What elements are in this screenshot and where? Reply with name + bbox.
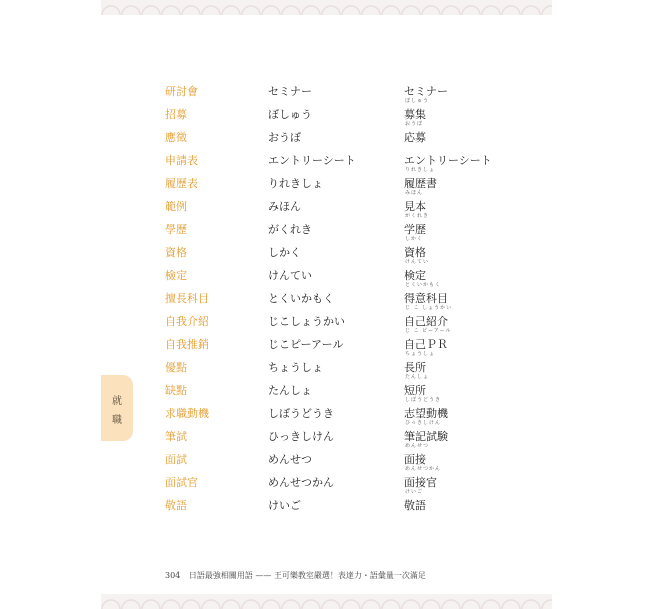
- kana-reading: がくれき: [268, 223, 312, 236]
- kana-reading: エントリーシート: [268, 154, 356, 167]
- kana-reading: みほん: [268, 200, 301, 213]
- vocab-row: [101, 282, 552, 308]
- japanese-term: 面接官: [404, 476, 437, 489]
- chinese-term: 面試: [165, 453, 187, 466]
- japanese-term: 面接: [404, 453, 426, 466]
- kana-reading: ぼしゅう: [268, 108, 312, 121]
- japanese-term: 自己ＰＲ: [404, 338, 448, 351]
- japanese-term: 履歴書: [404, 177, 437, 190]
- furigana: けいご: [405, 489, 424, 495]
- chinese-term: 缺點: [165, 384, 187, 397]
- japanese-term: 短所: [404, 384, 426, 397]
- kana-reading: しぼうどうき: [268, 407, 334, 420]
- vocab-row: [101, 78, 552, 101]
- kana-reading: しかく: [268, 246, 301, 259]
- chinese-term: 筆試: [165, 430, 187, 443]
- vocab-row: [101, 397, 552, 423]
- japanese-term: 敬語: [404, 499, 426, 512]
- chinese-term: 敬語: [165, 499, 187, 512]
- vocabulary-list: [101, 0, 552, 560]
- vocab-row: [101, 190, 552, 216]
- japanese-term: 筆記試験: [404, 430, 448, 443]
- furigana: がくれき: [405, 213, 430, 219]
- japanese-term: 自己紹介: [404, 315, 448, 328]
- kana-reading: けんてい: [268, 269, 312, 282]
- vocab-row: [101, 305, 552, 331]
- japanese-term: エントリーシート: [404, 154, 492, 167]
- chinese-term: 範例: [165, 200, 187, 213]
- chinese-term: 研討會: [165, 85, 198, 98]
- side-tab-char: 就: [112, 396, 122, 407]
- book-title: 日語最強相關用語 —— 王可樂教室嚴選！表達力・語彙量一次滿足: [188, 571, 426, 580]
- furigana: ぼしゅう: [405, 98, 430, 104]
- kana-reading: じこピーアール: [268, 338, 344, 351]
- page-footer: [165, 570, 426, 581]
- japanese-term: 志望動機: [404, 407, 448, 420]
- vocab-row: [101, 213, 552, 239]
- chinese-term: 求職動機: [165, 407, 209, 420]
- kana-reading: とくいかもく: [268, 292, 334, 305]
- kana-reading: ひっきしけん: [268, 430, 334, 443]
- furigana: めんせつ: [405, 443, 430, 449]
- furigana: ひっきしけん: [405, 420, 442, 426]
- japanese-term: 応募: [404, 131, 426, 144]
- chinese-term: 檢定: [165, 269, 187, 282]
- bottom-decorative-band: [101, 594, 552, 609]
- book-page: [101, 0, 552, 609]
- japanese-term: 長所: [404, 361, 426, 374]
- vocab-row: [101, 121, 552, 147]
- japanese-term: 学歴: [404, 223, 426, 236]
- vocab-row: [101, 259, 552, 285]
- chinese-term: 面試官: [165, 476, 198, 489]
- vocab-row: [101, 420, 552, 446]
- chinese-term: 自我介紹: [165, 315, 209, 328]
- chinese-term: 招募: [165, 108, 187, 121]
- japanese-term: 検定: [404, 269, 426, 282]
- vocab-row: [101, 98, 552, 124]
- furigana: たんしょ: [405, 374, 430, 380]
- chinese-term: 優點: [165, 361, 187, 374]
- chinese-term: 學歷: [165, 223, 187, 236]
- furigana: おうぼ: [405, 121, 424, 127]
- furigana: めんせつかん: [405, 466, 442, 472]
- furigana: ちょうしょ: [405, 351, 436, 357]
- vocab-row: [101, 167, 552, 193]
- japanese-term: セミナー: [404, 85, 448, 98]
- japanese-term: 見本: [404, 200, 426, 213]
- chinese-term: 應徵: [165, 131, 187, 144]
- furigana: けんてい: [405, 259, 430, 265]
- furigana: しぼうどうき: [405, 397, 442, 403]
- japanese-term: 得意科目: [404, 292, 448, 305]
- chinese-term: 擅長科目: [165, 292, 209, 305]
- kana-reading: ちょうしょ: [268, 361, 323, 374]
- vocab-row: [101, 489, 552, 515]
- furigana: しかく: [405, 236, 424, 242]
- vocab-row: [101, 328, 552, 354]
- kana-reading: りれきしょ: [268, 177, 323, 190]
- chinese-term: 履歷表: [165, 177, 198, 190]
- japanese-term: 資格: [404, 246, 426, 259]
- vocab-row: [101, 147, 552, 170]
- kana-reading: たんしょ: [268, 384, 312, 397]
- chinese-term: 自我推銷: [165, 338, 209, 351]
- furigana: りれきしょ: [405, 167, 436, 173]
- vocab-row: [101, 351, 552, 377]
- kana-reading: めんせつかん: [268, 476, 334, 489]
- furigana: じ こ しょうかい: [405, 305, 453, 311]
- furigana: みほん: [405, 190, 424, 196]
- kana-reading: めんせつ: [268, 453, 312, 466]
- japanese-term: 募集: [404, 108, 426, 121]
- vocab-row: [101, 443, 552, 469]
- page-number: 304: [165, 571, 181, 580]
- kana-reading: じこしょうかい: [268, 315, 345, 328]
- vocab-row: [101, 236, 552, 262]
- chinese-term: 資格: [165, 246, 187, 259]
- furigana: じ こ ピーアール: [405, 328, 452, 334]
- chapter-side-tab: [101, 375, 133, 441]
- kana-reading: おうぼ: [268, 131, 301, 144]
- vocab-row: [101, 466, 552, 492]
- kana-reading: セミナー: [268, 85, 312, 98]
- vocab-row: [101, 374, 552, 400]
- kana-reading: けいご: [268, 499, 301, 512]
- furigana: とくいかもく: [405, 282, 442, 288]
- side-tab-char: 職: [112, 415, 122, 426]
- chinese-term: 申請表: [165, 154, 198, 167]
